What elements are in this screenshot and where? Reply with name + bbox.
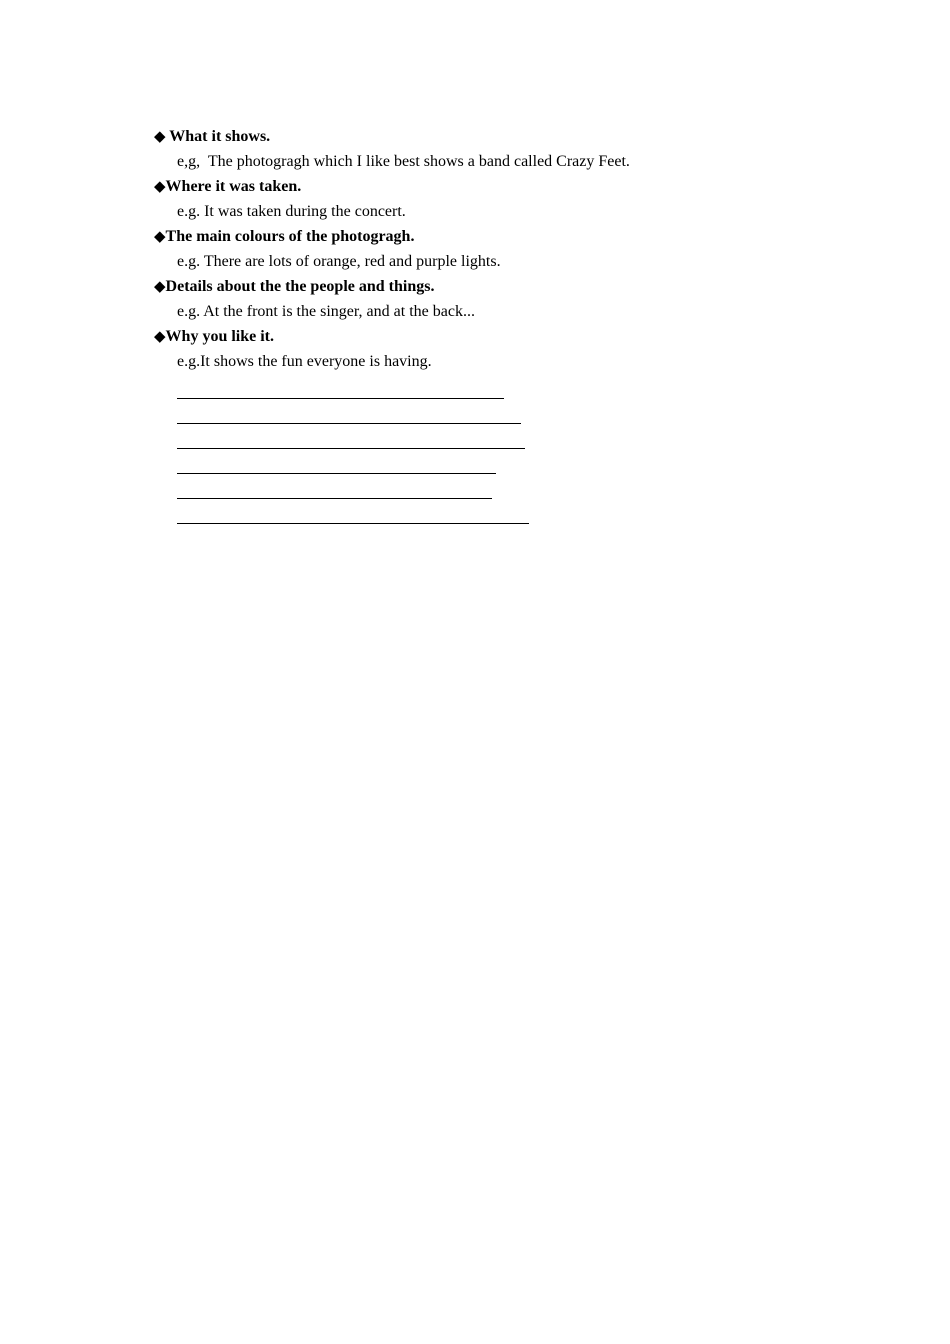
example-details: e.g. At the front is the singer, and at the back... [177, 303, 475, 320]
heading-why-like [154, 324, 854, 349]
answer-line[interactable] [154, 449, 854, 474]
answer-line[interactable] [154, 374, 854, 399]
heading-where-taken [154, 174, 854, 199]
heading-text: Why you like it. [165, 328, 275, 345]
heading-text: Details about the the people and things. [165, 278, 435, 295]
answer-line[interactable] [154, 424, 854, 449]
answer-line[interactable] [154, 499, 854, 524]
example-what-it-shows: e,g, The photogragh which I like best shows a band called Crazy Feet. [177, 153, 630, 170]
diamond-bullet-icon: ◆ [154, 279, 166, 295]
diamond-bullet-icon: ◆ [154, 329, 166, 345]
heading-text: What it shows. [169, 128, 271, 145]
heading-text: The main colours of the photogragh. [165, 228, 415, 245]
diamond-bullet-icon: ◆ [154, 129, 166, 145]
heading-details [154, 274, 854, 299]
example-why-like: e.g.It shows the fun everyone is having. [177, 353, 432, 370]
answer-line[interactable] [154, 399, 854, 424]
heading-main-colours [154, 224, 854, 249]
example-where-taken: e.g. It was taken during the concert. [177, 203, 406, 220]
heading-text: Where it was taken. [165, 178, 302, 195]
diamond-bullet-icon: ◆ [154, 229, 166, 245]
example-main-colours: e.g. There are lots of orange, red and purple lights. [177, 253, 501, 270]
answer-line[interactable] [154, 474, 854, 499]
worksheet-content [154, 124, 854, 524]
heading-what-it-shows [154, 124, 854, 149]
diamond-bullet-icon: ◆ [154, 179, 166, 195]
